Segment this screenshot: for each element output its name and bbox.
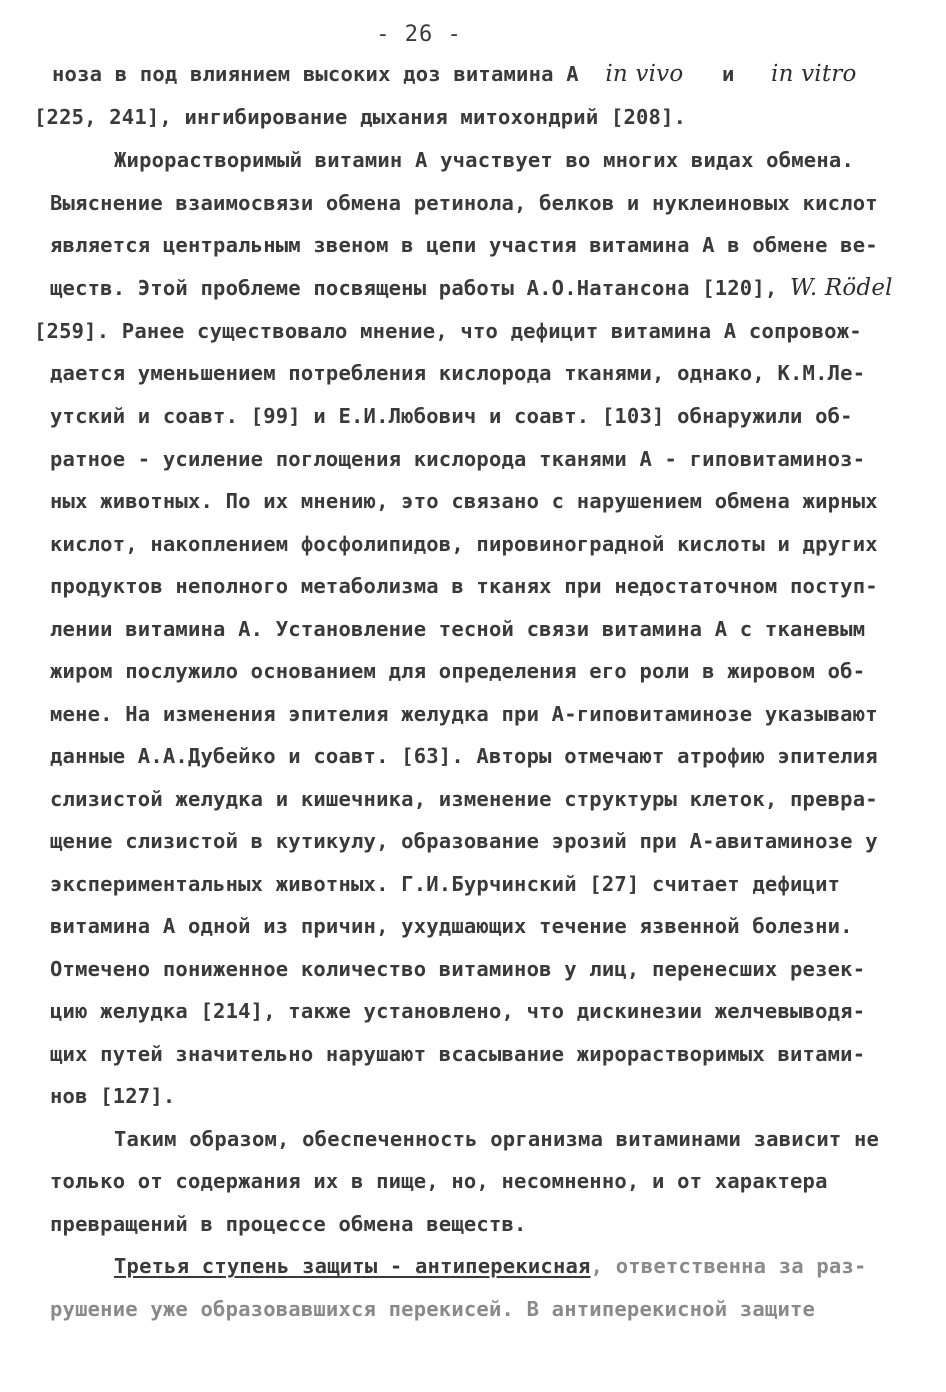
underlined-heading: Третья ступень защиты - антиперекисная: [114, 1254, 591, 1278]
text-line-21: витамина А одной из причин, ухудшающих течение язвенной болезни.: [50, 914, 853, 938]
text-line-20: экспериментальных животных. Г.И.Бурчинский [27] считает дефицит: [50, 872, 841, 896]
text-line-19: щение слизистой в кутикулу, образование эрозий при А-авитаминозе у: [50, 829, 878, 853]
text-line-27: только от содержания их в пище, но, несомненно, и от характера: [50, 1169, 828, 1193]
text-line-8: дается уменьшением потребления кислорода тканями, однако, К.М.Ле-: [50, 361, 866, 385]
text-segment: и: [721, 62, 735, 86]
text-line-25: нов [127].: [50, 1084, 176, 1108]
text-line-26: Таким образом, обеспеченность организма витаминами зависит не: [114, 1127, 880, 1151]
text-segment: ноза в под влиянием высоких доз витамина А: [52, 62, 579, 86]
text-segment: , ответственна за раз-: [590, 1254, 867, 1278]
text-line-24: щих путей значительно нарушают всасывание жирорастворимых витами-: [50, 1042, 866, 1066]
text-line-30: рушение уже образовавшихся перекисей. В антиперекисной защите: [50, 1297, 816, 1321]
handwritten-in-vivo: in vivo: [605, 61, 684, 87]
text-line-10: ратное - усиление поглощения кислорода тканями А - гиповитаминоз-: [50, 447, 866, 471]
text-line-2: [225, 241], ингибирование дыхания митохондрий [208].: [34, 105, 687, 129]
text-line-12: кислот, накоплением фосфолипидов, пировиноградной кислоты и других: [50, 532, 878, 556]
handwritten-name: W. Rödel: [790, 275, 893, 301]
text-line-29: [114, 1246, 867, 1286]
handwritten-in-vitro: in vitro: [771, 61, 857, 87]
text-line-5: является центральным звеном в цепи участия витамина А в обмене ве-: [50, 233, 878, 257]
text-line-22: Отмечено пониженное количество витаминов у лиц, перенесших резек-: [50, 957, 866, 981]
text-line-1: [52, 54, 857, 94]
text-line-9: утский и соавт. [99] и Е.И.Любович и соавт. [103] обнаружили об-: [50, 404, 853, 428]
page-number: - 26 -: [376, 22, 462, 47]
text-line-7: [259]. Ранее существовало мнение, что дефицит витамина А сопровож-: [34, 319, 862, 343]
text-line-6: [50, 268, 893, 308]
text-line-4: Выяснение взаимосвязи обмена ретинола, белков и нуклеиновых кислот: [50, 191, 878, 215]
text-line-3: Жирорастворимый витамин А участвует во многих видах обмена.: [114, 148, 854, 172]
text-line-13: продуктов неполного метаболизма в тканях при недостаточном поступ-: [50, 574, 878, 598]
text-line-16: мене. На изменения эпителия желудка при А-гиповитаминозе указывают: [50, 702, 878, 726]
text-line-18: слизистой желудка и кишечника, изменение структуры клеток, превра-: [50, 787, 878, 811]
text-line-17: данные А.А.Дубейко и соавт. [63]. Авторы отмечают атрофию эпителия: [50, 744, 878, 768]
text-line-23: цию желудка [214], также установлено, что дискинезии желчевыводя-: [50, 999, 866, 1023]
text-segment: ществ. Этой проблеме посвящены работы А.О.Натансона [120],: [50, 276, 778, 300]
text-line-11: ных животных. По их мнению, это связано с нарушением обмена жирных: [50, 489, 878, 513]
text-line-14: лении витамина А. Установление тесной связи витамина А с тканевым: [50, 617, 866, 641]
text-line-15: жиром послужило основанием для определения его роли в жировом об-: [50, 659, 866, 683]
text-line-28: превращений в процессе обмена веществ.: [50, 1212, 527, 1236]
